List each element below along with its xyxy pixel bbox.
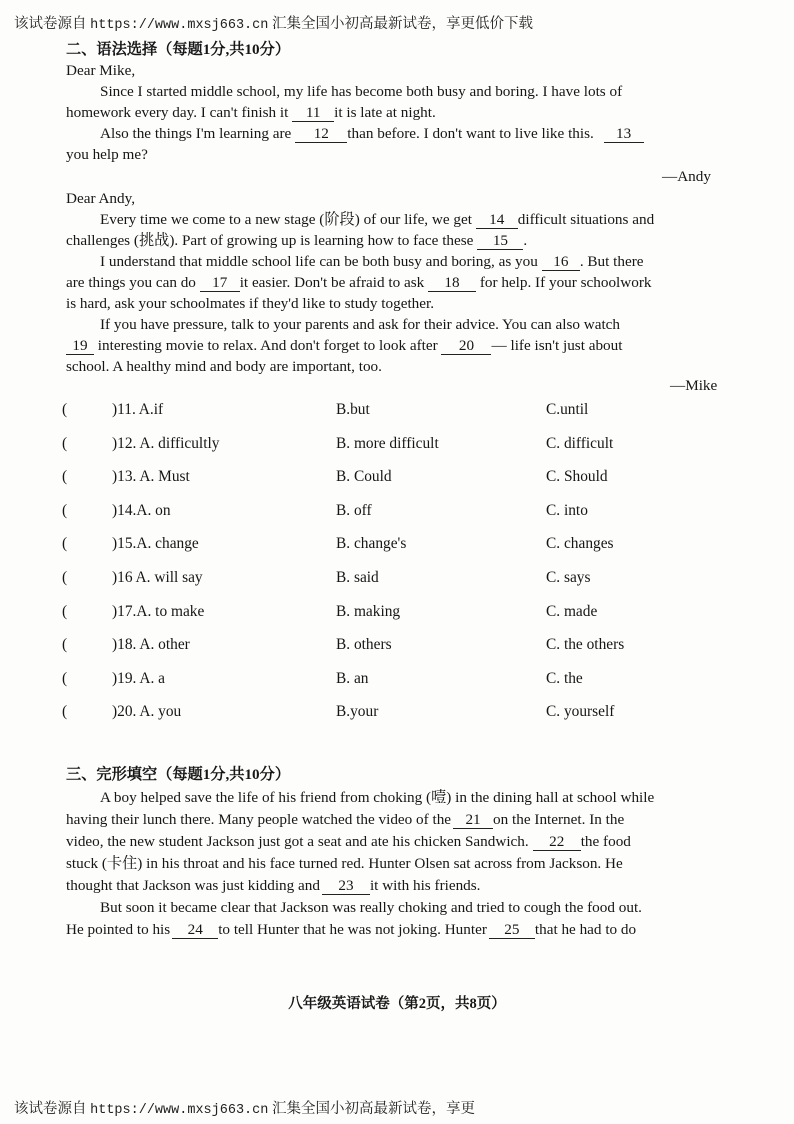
passage-line: But soon it became clear that Jackson was really choking and tried to cough the food out.	[100, 899, 642, 916]
letter2-line: I understand that middle school life can be both busy and boring, as you 16 . But there	[100, 253, 644, 270]
option-b[interactable]: B. an	[336, 669, 369, 687]
letter1-line: homework every day. I can't finish it 11 it is late at night.	[66, 104, 436, 121]
passage-line: stuck (卡住) in his throat and his face turned red. Hunter Olsen sat across from Jackson. He	[66, 855, 623, 872]
option-row	[0, 636, 794, 658]
option-b[interactable]: B. more difficult	[336, 434, 439, 452]
header-slogan: 汇集全国小初高最新试卷，享更低价下载	[271, 16, 533, 32]
blank-23[interactable]: 23	[322, 878, 370, 895]
answer-paren[interactable]: (	[62, 401, 68, 418]
page-footer: 八年级英语试卷（第2页，共8页）	[288, 996, 506, 1012]
section2-title: 二、语法选择（每题1分,共10分）	[66, 41, 291, 58]
blank-18[interactable]: 18	[428, 275, 476, 292]
option-b[interactable]: B. change's	[336, 535, 407, 553]
footer-prefix: 该试卷源自	[14, 1101, 87, 1117]
letter2-line: is hard, ask your schoolmates if they'd like to study together.	[66, 295, 435, 312]
footer-slogan: 汇集全国小初高最新试卷，享更	[271, 1101, 475, 1117]
header-prefix: 该试卷源自	[14, 16, 87, 32]
option-a[interactable]: )19. A. a	[112, 669, 166, 687]
option-c[interactable]: C.until	[546, 401, 589, 418]
option-c[interactable]: C. difficult	[546, 434, 614, 452]
header-url[interactable]: https://www.mxsj663.cn	[90, 18, 269, 33]
option-c[interactable]: C. changes	[546, 535, 614, 553]
letter2-line: 19 interesting movie to relax. And don't forget to look after 20 — life isn't just about	[66, 336, 622, 356]
footer-url[interactable]: https://www.mxsj663.cn	[90, 1103, 269, 1118]
blank-24[interactable]: 24	[172, 922, 218, 939]
letter2-signature: —Mike	[670, 377, 718, 394]
letter1-signature: —Andy	[662, 168, 711, 185]
letter2-line: challenges (挑战). Part of growing up is learning how to face these 15 .	[66, 232, 528, 249]
option-row	[0, 703, 794, 725]
option-a[interactable]: )16 A. will say	[112, 569, 203, 586]
blank-16[interactable]: 16	[542, 254, 580, 271]
source-footer	[14, 1097, 475, 1118]
answer-paren[interactable]: (	[62, 669, 68, 687]
option-b[interactable]: B.but	[336, 401, 370, 418]
blank-21[interactable]: 21	[453, 812, 493, 829]
letter1-line: you help me?	[66, 146, 148, 163]
section3-title: 三、完形填空（每题1分,共10分）	[66, 766, 291, 783]
option-c[interactable]: C. the	[546, 669, 583, 687]
passage-line: video, the new student Jackson just got a seat and ate his chicken Sandwich. 22 the food	[66, 833, 631, 850]
passage-line: having their lunch there. Many people watched the video of the 21 on the Internet. In the	[66, 811, 625, 828]
letter2-line: school. A healthy mind and body are important, too.	[66, 358, 382, 375]
blank-17[interactable]: 17	[200, 275, 240, 292]
blank-25[interactable]: 25	[489, 922, 535, 939]
letter2-line: Every time we come to a new stage (阶段) of our life, we get 14 difficult situations and	[100, 211, 655, 228]
option-a[interactable]: )20. A. you	[112, 703, 182, 721]
option-a[interactable]: )11. A.if	[112, 401, 164, 418]
blank-12[interactable]: 12	[295, 126, 347, 143]
option-a[interactable]: )12. A. difficultly	[112, 434, 220, 452]
blank-19[interactable]: 19	[66, 338, 94, 355]
option-row	[0, 569, 794, 591]
letter1-line: Since I started middle school, my life has become both busy and boring. I have lots of	[100, 83, 623, 100]
blank-20[interactable]: 20	[441, 338, 491, 355]
letter2-greeting: Dear Andy,	[66, 190, 136, 207]
answer-paren[interactable]: (	[62, 501, 68, 519]
option-row	[0, 468, 794, 490]
option-b[interactable]: B. making	[336, 602, 401, 620]
answer-paren[interactable]: (	[62, 468, 68, 486]
option-a[interactable]: )14.A. on	[112, 501, 171, 519]
option-c[interactable]: C. Should	[546, 468, 608, 486]
option-c[interactable]: C. into	[546, 501, 588, 519]
letter2-line: are things you can do 17 it easier. Don't be afraid to ask 18 for help. If your schoolwork	[66, 274, 652, 291]
option-row	[0, 535, 794, 557]
option-row	[0, 502, 794, 524]
answer-paren[interactable]: (	[62, 434, 68, 452]
blank-22[interactable]: 22	[533, 834, 581, 851]
answer-paren[interactable]: (	[62, 535, 68, 553]
option-b[interactable]: B. off	[336, 501, 372, 519]
option-c[interactable]: C. made	[546, 602, 598, 620]
passage-line: thought that Jackson was just kidding and 23 it with his friends.	[66, 877, 481, 894]
option-row	[0, 401, 794, 423]
option-row	[0, 603, 794, 625]
letter1-greeting: Dear Mike,	[66, 62, 136, 79]
option-a[interactable]: )18. A. other	[112, 636, 190, 654]
option-a[interactable]: )13. A. Must	[112, 468, 190, 486]
option-row	[0, 435, 794, 457]
option-c[interactable]: C. the others	[546, 636, 625, 654]
option-a[interactable]: )15.A. change	[112, 535, 199, 553]
letter2-line: If you have pressure, talk to your parents and ask for their advice. You can also watch	[100, 316, 621, 333]
option-b[interactable]: B. others	[336, 636, 392, 654]
option-a[interactable]: )17.A. to make	[112, 602, 205, 620]
option-row	[0, 670, 794, 692]
blank-14[interactable]: 14	[476, 212, 518, 229]
option-b[interactable]: B. Could	[336, 468, 392, 486]
blank-15[interactable]: 15	[477, 233, 523, 250]
answer-paren[interactable]: (	[62, 703, 68, 721]
letter1-line: Also the things I'm learning are 12 than before. I don't want to live like this. 13	[100, 124, 644, 144]
passage-line: He pointed to his 24 to tell Hunter that he was not joking. Hunter 25 that he had to do	[66, 921, 637, 938]
answer-paren[interactable]: (	[62, 602, 68, 620]
answer-paren[interactable]: (	[62, 636, 68, 654]
blank-11[interactable]: 11	[292, 105, 334, 122]
option-b[interactable]: B.your	[336, 703, 379, 721]
option-b[interactable]: B. said	[336, 569, 379, 586]
source-header	[14, 12, 533, 33]
answer-paren[interactable]: (	[62, 569, 68, 586]
passage-line: A boy helped save the life of his friend from choking (噎) in the dining hall at school while	[100, 789, 655, 806]
blank-13[interactable]: 13	[604, 126, 644, 143]
option-c[interactable]: C. yourself	[546, 703, 615, 721]
option-c[interactable]: C. says	[546, 569, 591, 586]
